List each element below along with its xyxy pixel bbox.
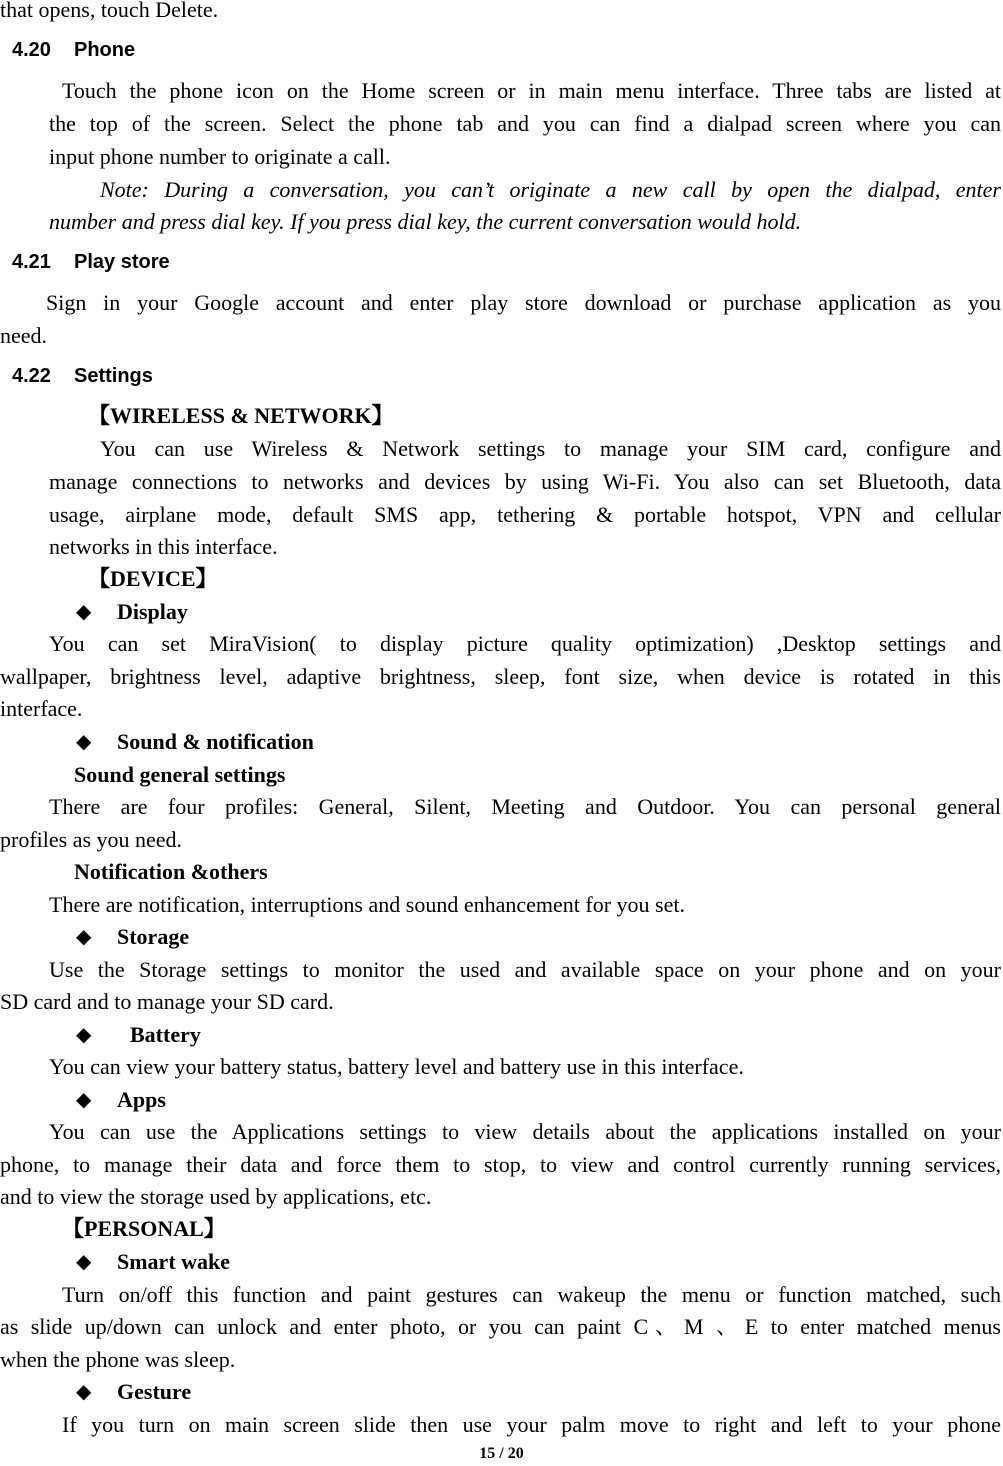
paragraph-line: networks in this interface. — [49, 534, 278, 559]
paragraph-line: interface. — [0, 696, 83, 721]
subheading-display: Display — [117, 599, 188, 624]
paragraph-line: usage, airplane mode, default SMS app, tethering & portable hotspot, VPN and cellular — [49, 502, 1001, 527]
subheading-gesture: Gesture — [117, 1379, 192, 1404]
paragraph-line: There are notification, interruptions and sound enhancement for you set. — [49, 892, 685, 917]
paragraph-line: need. — [0, 323, 48, 348]
subheading-battery: Battery — [130, 1022, 201, 1047]
diamond-bullet-icon: ◆ — [76, 1251, 92, 1273]
diamond-bullet-icon: ◆ — [76, 601, 92, 623]
diamond-bullet-icon: ◆ — [76, 1024, 92, 1046]
paragraph-line: There are four profiles: General, Silent, Meeting and Outdoor. You can personal general — [49, 794, 1001, 819]
diamond-bullet-icon: ◆ — [76, 1089, 92, 1111]
section-personal: 【PERSONAL】 — [62, 1216, 226, 1241]
paragraph-line: and to view the storage used by applications, etc. — [0, 1184, 432, 1209]
paragraph-line: phone, to manage their data and force them to stop, to view and control currently running services, — [0, 1152, 1001, 1177]
heading-number: 4.22 — [12, 365, 51, 387]
diamond-bullet-icon: ◆ — [76, 1381, 92, 1403]
subheading-storage: Storage — [117, 924, 190, 949]
heading-4-20 — [12, 38, 135, 62]
subheading-sound-notification: Sound & notification — [117, 729, 314, 754]
paragraph-line: input phone number to originate a call. — [49, 144, 391, 169]
diamond-bullet-icon: ◆ — [76, 926, 92, 948]
heading-title: Play store — [74, 251, 170, 273]
section-wireless-network: 【WIRELESS & NETWORK】 — [88, 403, 394, 428]
heading-number: 4.20 — [12, 39, 51, 61]
paragraph-line: wallpaper, brightness level, adaptive brightness, sleep, font size, when device is rotated in this — [0, 664, 1001, 689]
paragraph-line: You can view your battery status, battery level and battery use in this interface. — [49, 1054, 744, 1079]
paragraph-line: when the phone was sleep. — [0, 1347, 236, 1372]
paragraph-line: You can set MiraVision( to display picture quality optimization) ,Desktop settings and — [49, 631, 1001, 656]
heading-number: 4.21 — [12, 251, 51, 273]
paragraph-line: Sign in your Google account and enter play store download or purchase application as you — [46, 290, 1001, 315]
paragraph-line: SD card and to manage your SD card. — [0, 989, 334, 1014]
paragraph-line: You can use the Applications settings to view details about the applications installed on your — [49, 1119, 1001, 1144]
paragraph-line: profiles as you need. — [0, 827, 183, 852]
page-number: 15 / 20 — [479, 1445, 524, 1462]
paragraph-line: You can use Wireless & Network settings to manage your SIM card, configure and — [100, 436, 1001, 461]
section-device: 【DEVICE】 — [88, 566, 218, 591]
continued-line: that opens, touch Delete. — [0, 0, 219, 22]
note-line: Note: During a conversation, you can’t originate a new call by open the dialpad, enter — [100, 177, 1001, 202]
paragraph-line: as slide up/down can unlock and enter photo, or you can paint C、M 、E to enter matched menus — [0, 1314, 1001, 1339]
heading-4-21 — [12, 250, 170, 274]
paragraph-line: Touch the phone icon on the Home screen or in main menu interface. Three tabs are listed at — [62, 78, 1001, 103]
paragraph-line: If you turn on main screen slide then use your palm move to right and left to your phone — [62, 1412, 1001, 1437]
subheading-smart-wake: Smart wake — [117, 1249, 231, 1274]
paragraph-line: Use the Storage settings to monitor the used and available space on your phone and on your — [49, 957, 1001, 982]
heading-title: Settings — [74, 365, 153, 387]
note-line: number and press dial key. If you press dial key, the current conversation would hold. — [49, 209, 802, 234]
paragraph-line: the top of the screen. Select the phone tab and you can find a dialpad screen where you can — [49, 111, 1001, 136]
heading-title: Phone — [74, 39, 136, 61]
paragraph-line: Turn on/off this function and paint gestures can wakeup the menu or function matched, such — [62, 1282, 1001, 1307]
heading-4-22 — [12, 364, 153, 388]
diamond-bullet-icon: ◆ — [76, 731, 92, 753]
subheading-apps: Apps — [117, 1087, 166, 1112]
paragraph-line: manage connections to networks and devices by using Wi-Fi. You also can set Bluetooth, data — [49, 469, 1001, 494]
subheading-sound-general: Sound general settings — [74, 762, 286, 787]
subheading-notification-others: Notification &others — [74, 859, 268, 884]
